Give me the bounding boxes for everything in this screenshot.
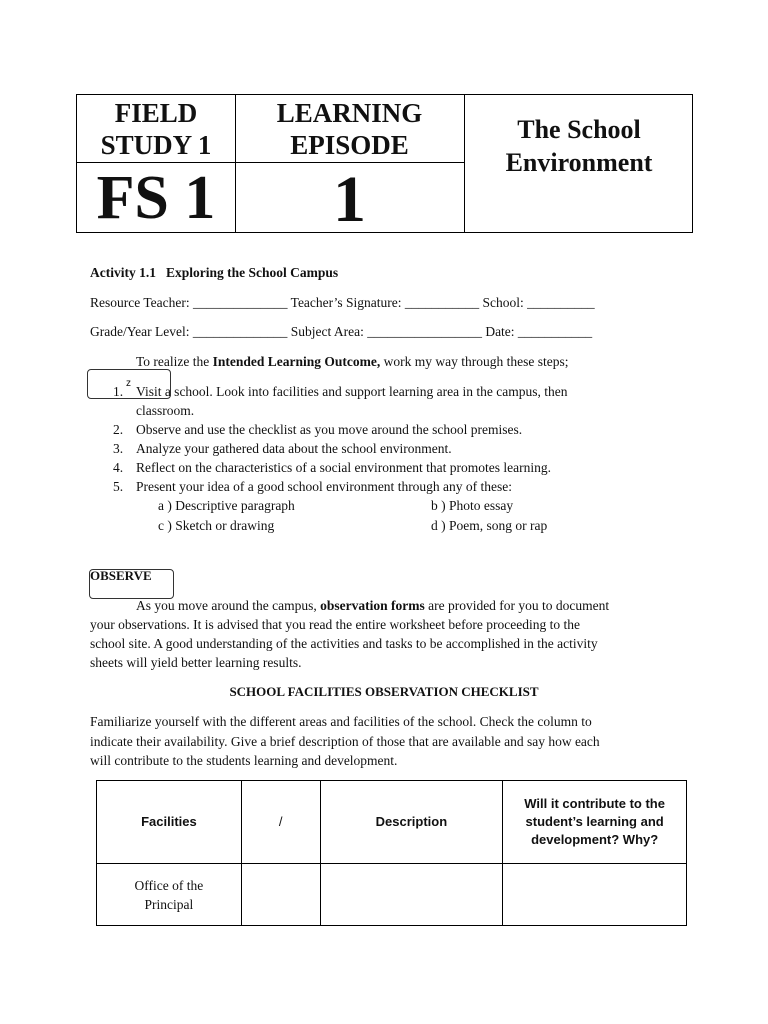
description-cell[interactable] [320, 864, 503, 926]
observe-bold: observation forms [320, 598, 425, 613]
observe-paragraph-line: sheets will yield better learning results. [90, 655, 302, 670]
step-text: Present your idea of a good school environment through any of these: [136, 479, 513, 494]
activity-label: Activity 1.1 [90, 265, 156, 280]
observe-paragraph-line [136, 596, 609, 615]
availability-cell[interactable] [241, 864, 320, 926]
intro-suffix: work my way through these steps; [380, 354, 569, 369]
step-text: classroom. [136, 403, 195, 418]
observe-paragraph-line: your observations. It is advised that you read the entire worksheet before proceeding to the [90, 617, 580, 632]
episode-title: The School Environment [505, 115, 653, 177]
step-number: 1. [113, 384, 124, 399]
checklist-instruction: Familiarize yourself with the different areas and facilities of the school. Check the column to [90, 714, 592, 729]
episode-header [76, 94, 693, 236]
learning-episode-text: LEARNING EPISODE [276, 98, 423, 160]
column-header: Description [320, 781, 503, 864]
option-b: b ) Photo essay [431, 498, 514, 513]
activity-heading [90, 263, 338, 282]
intro-line [136, 352, 569, 371]
step-number: 4. [113, 460, 124, 475]
intro-prefix: To realize the [136, 354, 213, 369]
field-study-label [77, 95, 235, 164]
option-c: c ) Sketch or drawing [158, 518, 275, 533]
step-text: Observe and use the checklist as you move around the school premises. [136, 422, 523, 437]
form-line-teacher: Resource Teacher: ______________ Teacher’s Signature: ___________ School: __________ [90, 295, 595, 310]
annotation-mark: z [126, 378, 131, 389]
field-study-text: FIELD STUDY 1 [100, 98, 212, 160]
step-number: 2. [113, 422, 124, 437]
step-text: Reflect on the characteristics of a social environment that promotes learning. [136, 460, 551, 475]
step-text: Visit a school. Look into facilities and support learning area in the campus, then [136, 384, 568, 399]
step-number: 5. [113, 479, 124, 494]
checklist-instruction: will contribute to the students learning and development. [90, 753, 398, 768]
checklist-title: SCHOOL FACILITIES OBSERVATION CHECKLIST [229, 684, 539, 699]
observe-text: are provided for you to document [424, 598, 610, 613]
step-text: Analyze your gathered data about the school environment. [136, 441, 452, 456]
table-header-row [97, 781, 687, 864]
option-d: d ) Poem, song or rap [431, 518, 548, 533]
observe-text: As you move around the campus, [136, 598, 321, 613]
checklist-instruction: indicate their availability. Give a brief description of those that are available and say how each [90, 734, 600, 749]
table-row [97, 864, 687, 926]
observe-heading: OBSERVE [90, 568, 152, 583]
facility-cell: Office of the Principal [97, 864, 242, 926]
facilities-checklist-table [96, 780, 687, 926]
fs-code: FS 1 [96, 164, 216, 232]
option-a: a ) Descriptive paragraph [158, 498, 295, 513]
form-line-grade: Grade/Year Level: ______________ Subject Area: _________________ Date: ___________ [90, 324, 593, 339]
column-header: / [241, 781, 320, 864]
step-number: 3. [113, 441, 124, 456]
contribution-cell[interactable] [503, 864, 687, 926]
intro-bold: Intended Learning Outcome, [212, 354, 381, 369]
episode-number: 1 [333, 163, 366, 236]
observe-paragraph-line: school site. A good understanding of the activities and tasks to be accomplished in the activity [90, 636, 598, 651]
learning-episode-label [235, 95, 464, 164]
column-header: Will it contribute to the student’s learning and development? Why? [503, 781, 687, 864]
activity-title: Exploring the School Campus [165, 265, 339, 280]
column-header: Facilities [97, 781, 242, 864]
